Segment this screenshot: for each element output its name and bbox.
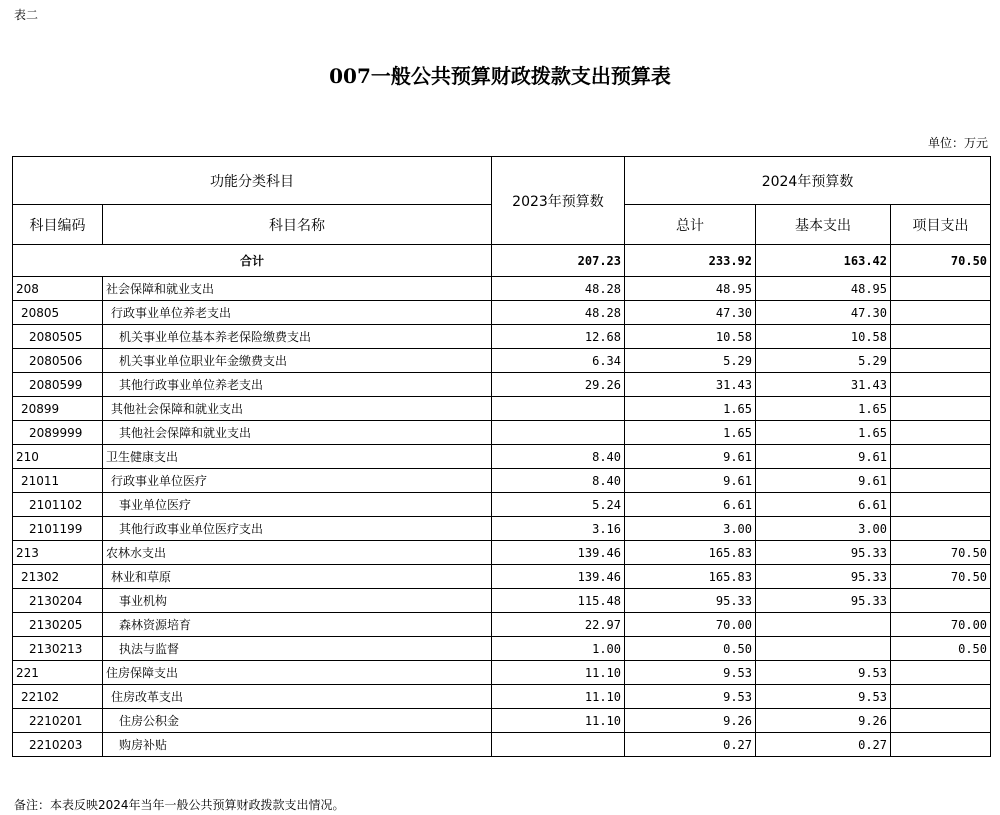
total-total: 233.92 xyxy=(625,245,756,277)
header-row-1 xyxy=(13,157,991,205)
table-row xyxy=(13,421,991,445)
cell-basic: 0.27 xyxy=(756,733,891,757)
cell-project xyxy=(891,517,991,541)
table-row xyxy=(13,397,991,421)
cell-name: 森林资源培育 xyxy=(103,613,492,637)
cell-basic: 47.30 xyxy=(756,301,891,325)
table-row xyxy=(13,589,991,613)
cell-total: 48.95 xyxy=(625,277,756,301)
cell-name: 行政事业单位医疗 xyxy=(103,469,492,493)
cell-project: 70.00 xyxy=(891,613,991,637)
cell-b2023: 139.46 xyxy=(492,565,625,589)
cell-basic: 95.33 xyxy=(756,589,891,613)
cell-project: 70.50 xyxy=(891,541,991,565)
cell-b2023 xyxy=(492,733,625,757)
cell-project xyxy=(891,301,991,325)
cell-name: 卫生健康支出 xyxy=(103,445,492,469)
cell-basic: 1.65 xyxy=(756,421,891,445)
cell-total: 165.83 xyxy=(625,565,756,589)
cell-basic: 95.33 xyxy=(756,541,891,565)
cell-b2023: 5.24 xyxy=(492,493,625,517)
cell-b2023: 11.10 xyxy=(492,685,625,709)
cell-code: 2080599 xyxy=(13,373,103,397)
cell-total: 0.27 xyxy=(625,733,756,757)
table-row xyxy=(13,541,991,565)
cell-b2023: 8.40 xyxy=(492,469,625,493)
cell-code: 2089999 xyxy=(13,421,103,445)
cell-project xyxy=(891,733,991,757)
cell-total: 9.61 xyxy=(625,445,756,469)
cell-basic: 5.29 xyxy=(756,349,891,373)
cell-total: 9.53 xyxy=(625,685,756,709)
cell-basic xyxy=(756,613,891,637)
cell-b2023: 6.34 xyxy=(492,349,625,373)
total-project: 70.50 xyxy=(891,245,991,277)
cell-code: 21302 xyxy=(13,565,103,589)
cell-total: 9.61 xyxy=(625,469,756,493)
header-basic: 基本支出 xyxy=(756,205,891,245)
cell-name: 行政事业单位养老支出 xyxy=(103,301,492,325)
table-row xyxy=(13,685,991,709)
cell-total: 1.65 xyxy=(625,397,756,421)
cell-code: 2130213 xyxy=(13,637,103,661)
cell-name: 农林水支出 xyxy=(103,541,492,565)
cell-basic: 9.61 xyxy=(756,445,891,469)
cell-b2023: 8.40 xyxy=(492,445,625,469)
cell-name: 其他行政事业单位养老支出 xyxy=(103,373,492,397)
cell-b2023 xyxy=(492,421,625,445)
cell-name: 其他行政事业单位医疗支出 xyxy=(103,517,492,541)
table-row xyxy=(13,637,991,661)
cell-basic: 95.33 xyxy=(756,565,891,589)
cell-b2023: 139.46 xyxy=(492,541,625,565)
cell-code: 210 xyxy=(13,445,103,469)
cell-code: 2130204 xyxy=(13,589,103,613)
cell-name: 事业机构 xyxy=(103,589,492,613)
cell-code: 20805 xyxy=(13,301,103,325)
table-row xyxy=(13,325,991,349)
cell-code: 221 xyxy=(13,661,103,685)
cell-b2023 xyxy=(492,397,625,421)
table-row xyxy=(13,565,991,589)
cell-project: 0.50 xyxy=(891,637,991,661)
cell-basic: 31.43 xyxy=(756,373,891,397)
header-name: 科目名称 xyxy=(103,205,492,245)
cell-b2023: 12.68 xyxy=(492,325,625,349)
cell-code: 2130205 xyxy=(13,613,103,637)
table-row xyxy=(13,613,991,637)
cell-code: 22102 xyxy=(13,685,103,709)
cell-total: 47.30 xyxy=(625,301,756,325)
table-row xyxy=(13,301,991,325)
table-number-label: 表二 xyxy=(14,8,39,22)
cell-project xyxy=(891,325,991,349)
cell-project xyxy=(891,685,991,709)
cell-code: 2210203 xyxy=(13,733,103,757)
cell-name: 其他社会保障和就业支出 xyxy=(103,397,492,421)
cell-basic: 48.95 xyxy=(756,277,891,301)
table-row xyxy=(13,709,991,733)
cell-b2023: 11.10 xyxy=(492,709,625,733)
cell-b2023: 22.97 xyxy=(492,613,625,637)
cell-b2023: 48.28 xyxy=(492,277,625,301)
cell-project xyxy=(891,277,991,301)
cell-name: 购房补贴 xyxy=(103,733,492,757)
cell-code: 21011 xyxy=(13,469,103,493)
cell-project xyxy=(891,661,991,685)
cell-b2023: 1.00 xyxy=(492,637,625,661)
table-row xyxy=(13,277,991,301)
cell-code: 208 xyxy=(13,277,103,301)
cell-code: 20899 xyxy=(13,397,103,421)
cell-basic: 9.26 xyxy=(756,709,891,733)
unit-label: 单位：万元 xyxy=(927,136,988,150)
table-row xyxy=(13,349,991,373)
header-budget-2023: 2023年预算数 xyxy=(492,157,625,245)
cell-code: 2101199 xyxy=(13,517,103,541)
cell-b2023: 115.48 xyxy=(492,589,625,613)
cell-total: 6.61 xyxy=(625,493,756,517)
page-title: 007一般公共预算财政拨款支出预算表 xyxy=(329,64,671,88)
cell-code: 2210201 xyxy=(13,709,103,733)
header-code: 科目编码 xyxy=(13,205,103,245)
cell-basic: 9.53 xyxy=(756,661,891,685)
cell-code: 2101102 xyxy=(13,493,103,517)
cell-project xyxy=(891,589,991,613)
cell-name: 事业单位医疗 xyxy=(103,493,492,517)
cell-name: 其他社会保障和就业支出 xyxy=(103,421,492,445)
table-row xyxy=(13,661,991,685)
cell-name: 机关事业单位职业年金缴费支出 xyxy=(103,349,492,373)
cell-total: 10.58 xyxy=(625,325,756,349)
cell-code: 2080506 xyxy=(13,349,103,373)
table-row xyxy=(13,733,991,757)
cell-basic: 9.53 xyxy=(756,685,891,709)
cell-b2023: 48.28 xyxy=(492,301,625,325)
cell-code: 2080505 xyxy=(13,325,103,349)
cell-name: 住房保障支出 xyxy=(103,661,492,685)
header-total: 总计 xyxy=(625,205,756,245)
cell-project xyxy=(891,349,991,373)
cell-total: 1.65 xyxy=(625,421,756,445)
total-row xyxy=(13,245,991,277)
cell-basic: 3.00 xyxy=(756,517,891,541)
cell-project xyxy=(891,373,991,397)
table-row xyxy=(13,493,991,517)
total-label: 合计 xyxy=(13,245,492,277)
cell-b2023: 11.10 xyxy=(492,661,625,685)
cell-project: 70.50 xyxy=(891,565,991,589)
cell-total: 5.29 xyxy=(625,349,756,373)
header-project: 项目支出 xyxy=(891,205,991,245)
cell-name: 林业和草原 xyxy=(103,565,492,589)
cell-basic: 10.58 xyxy=(756,325,891,349)
table-row xyxy=(13,517,991,541)
table-row xyxy=(13,445,991,469)
cell-total: 9.26 xyxy=(625,709,756,733)
cell-b2023: 29.26 xyxy=(492,373,625,397)
cell-name: 住房公积金 xyxy=(103,709,492,733)
header-func-class: 功能分类科目 xyxy=(13,157,492,205)
table-row xyxy=(13,469,991,493)
budget-table xyxy=(12,156,991,757)
cell-project xyxy=(891,709,991,733)
total-basic: 163.42 xyxy=(756,245,891,277)
cell-project xyxy=(891,445,991,469)
cell-total: 3.00 xyxy=(625,517,756,541)
cell-total: 95.33 xyxy=(625,589,756,613)
cell-basic xyxy=(756,637,891,661)
cell-project xyxy=(891,421,991,445)
cell-name: 执法与监督 xyxy=(103,637,492,661)
cell-total: 9.53 xyxy=(625,661,756,685)
cell-project xyxy=(891,469,991,493)
cell-total: 165.83 xyxy=(625,541,756,565)
table-row xyxy=(13,373,991,397)
cell-b2023: 3.16 xyxy=(492,517,625,541)
cell-total: 0.50 xyxy=(625,637,756,661)
cell-code: 213 xyxy=(13,541,103,565)
cell-project xyxy=(891,397,991,421)
header-budget-2024: 2024年预算数 xyxy=(625,157,991,205)
cell-total: 70.00 xyxy=(625,613,756,637)
footnote: 备注：本表反映2024年当年一般公共预算财政拨款支出情况。 xyxy=(14,798,345,812)
cell-basic: 1.65 xyxy=(756,397,891,421)
total-b2023: 207.23 xyxy=(492,245,625,277)
cell-name: 机关事业单位基本养老保险缴费支出 xyxy=(103,325,492,349)
cell-project xyxy=(891,493,991,517)
cell-name: 社会保障和就业支出 xyxy=(103,277,492,301)
cell-total: 31.43 xyxy=(625,373,756,397)
cell-basic: 9.61 xyxy=(756,469,891,493)
cell-basic: 6.61 xyxy=(756,493,891,517)
cell-name: 住房改革支出 xyxy=(103,685,492,709)
